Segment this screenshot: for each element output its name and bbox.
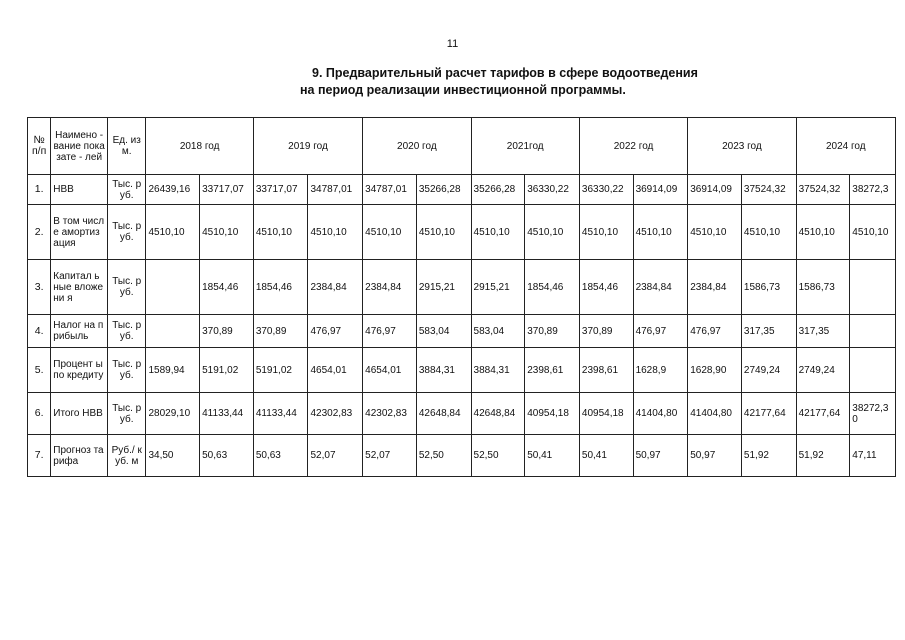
- row-unit: Руб./ куб. м: [107, 435, 145, 477]
- value-cell: 4510,10: [308, 205, 363, 260]
- value-cell: 4510,10: [741, 205, 796, 260]
- value-cell: 370,89: [579, 315, 633, 348]
- value-cell: 33717,07: [200, 175, 254, 205]
- header-year-2022: 2022 год: [579, 118, 687, 175]
- value-cell: 50,97: [688, 435, 742, 477]
- row-number: 3.: [28, 260, 51, 315]
- value-cell: 41404,80: [633, 393, 688, 435]
- value-cell: 50,63: [253, 435, 308, 477]
- value-cell: 50,63: [200, 435, 254, 477]
- value-cell: 3884,31: [471, 348, 525, 393]
- value-cell: 41133,44: [200, 393, 254, 435]
- table-row: [28, 175, 896, 205]
- value-cell: 52,50: [471, 435, 525, 477]
- value-cell: 370,89: [200, 315, 254, 348]
- value-cell: 4510,10: [146, 205, 200, 260]
- value-cell: 2384,84: [633, 260, 688, 315]
- table-row: [28, 260, 896, 315]
- value-cell: 36914,09: [633, 175, 688, 205]
- value-cell: 35266,28: [471, 175, 525, 205]
- value-cell: 2398,61: [579, 348, 633, 393]
- value-cell: [146, 260, 200, 315]
- value-cell: 26439,16: [146, 175, 200, 205]
- value-cell: 42177,64: [741, 393, 796, 435]
- value-cell: 476,97: [363, 315, 417, 348]
- value-cell: 2915,21: [416, 260, 471, 315]
- table-row: [28, 393, 896, 435]
- row-indicator-name: Капитал ьные вложени я: [51, 260, 108, 315]
- value-cell: 42302,83: [363, 393, 417, 435]
- header-year-2024: 2024 год: [796, 118, 895, 175]
- value-cell: 41404,80: [688, 393, 742, 435]
- row-indicator-name: Прогноз тарифа: [51, 435, 108, 477]
- page-number: 11: [446, 38, 459, 50]
- value-cell: [850, 315, 896, 348]
- value-cell: 2384,84: [363, 260, 417, 315]
- value-cell: [146, 315, 200, 348]
- value-cell: 1854,46: [253, 260, 308, 315]
- value-cell: 34787,01: [363, 175, 417, 205]
- header-row: [28, 118, 896, 175]
- value-cell: 4510,10: [200, 205, 254, 260]
- value-cell: 317,35: [796, 315, 850, 348]
- value-cell: 42648,84: [416, 393, 471, 435]
- table-row: [28, 435, 896, 477]
- value-cell: 4510,10: [363, 205, 417, 260]
- value-cell: 50,41: [525, 435, 580, 477]
- value-cell: 37524,32: [741, 175, 796, 205]
- value-cell: 50,97: [633, 435, 688, 477]
- value-cell: 1628,9: [633, 348, 688, 393]
- row-indicator-name: Процент ы по кредиту: [51, 348, 108, 393]
- value-cell: 4510,10: [525, 205, 580, 260]
- value-cell: 1854,46: [200, 260, 254, 315]
- value-cell: 2398,61: [525, 348, 580, 393]
- title-line-2: на период реализации инвестиционной программы.: [300, 83, 626, 97]
- value-cell: 52,07: [363, 435, 417, 477]
- value-cell: 40954,18: [525, 393, 580, 435]
- value-cell: 476,97: [688, 315, 742, 348]
- value-cell: 35266,28: [416, 175, 471, 205]
- row-unit: Тыс. руб.: [107, 205, 145, 260]
- value-cell: 3884,31: [416, 348, 471, 393]
- value-cell: 36914,09: [688, 175, 742, 205]
- value-cell: 4510,10: [253, 205, 308, 260]
- value-cell: 38272,30: [850, 393, 896, 435]
- value-cell: 4510,10: [850, 205, 896, 260]
- value-cell: 51,92: [741, 435, 796, 477]
- value-cell: 52,07: [308, 435, 363, 477]
- value-cell: 4654,01: [363, 348, 417, 393]
- value-cell: 583,04: [471, 315, 525, 348]
- header-year-2019: 2019 год: [253, 118, 362, 175]
- header-num: № п/п: [28, 118, 51, 175]
- row-number: 7.: [28, 435, 51, 477]
- value-cell: 370,89: [525, 315, 580, 348]
- value-cell: 50,41: [579, 435, 633, 477]
- row-unit: Тыс. руб.: [107, 315, 145, 348]
- value-cell: 42302,83: [308, 393, 363, 435]
- header-unit: Ед. изм.: [107, 118, 145, 175]
- value-cell: 33717,07: [253, 175, 308, 205]
- value-cell: 40954,18: [579, 393, 633, 435]
- value-cell: 4510,10: [633, 205, 688, 260]
- value-cell: 36330,22: [579, 175, 633, 205]
- row-indicator-name: Налог на прибыль: [51, 315, 108, 348]
- title-line-1: 9. Предварительный расчет тарифов в сфере водоотведения: [312, 66, 698, 80]
- value-cell: 52,50: [416, 435, 471, 477]
- row-indicator-name: Итого НВВ: [51, 393, 108, 435]
- value-cell: [850, 348, 896, 393]
- value-cell: 2915,21: [471, 260, 525, 315]
- row-number: 6.: [28, 393, 51, 435]
- value-cell: 4510,10: [471, 205, 525, 260]
- value-cell: 51,92: [796, 435, 850, 477]
- value-cell: 1854,46: [579, 260, 633, 315]
- value-cell: 42177,64: [796, 393, 850, 435]
- value-cell: 4510,10: [688, 205, 742, 260]
- value-cell: 5191,02: [200, 348, 254, 393]
- value-cell: 4510,10: [416, 205, 471, 260]
- value-cell: 370,89: [253, 315, 308, 348]
- row-number: 4.: [28, 315, 51, 348]
- row-number: 5.: [28, 348, 51, 393]
- value-cell: 1586,73: [796, 260, 850, 315]
- document-title: [300, 65, 820, 99]
- value-cell: 42648,84: [471, 393, 525, 435]
- value-cell: 1589,94: [146, 348, 200, 393]
- value-cell: 4510,10: [796, 205, 850, 260]
- value-cell: 2384,84: [308, 260, 363, 315]
- value-cell: 476,97: [308, 315, 363, 348]
- value-cell: 583,04: [416, 315, 471, 348]
- table-row: [28, 348, 896, 393]
- value-cell: 34,50: [146, 435, 200, 477]
- header-year-2023: 2023 год: [688, 118, 796, 175]
- value-cell: 28029,10: [146, 393, 200, 435]
- table-row: [28, 205, 896, 260]
- row-unit: Тыс. руб.: [107, 260, 145, 315]
- value-cell: 4510,10: [579, 205, 633, 260]
- header-year-2018: 2018 год: [146, 118, 253, 175]
- value-cell: [850, 260, 896, 315]
- header-name: Наимено - вание показате - лей: [51, 118, 108, 175]
- value-cell: 37524,32: [796, 175, 850, 205]
- header-year-2020: 2020 год: [363, 118, 471, 175]
- value-cell: 38272,3: [850, 175, 896, 205]
- value-cell: 476,97: [633, 315, 688, 348]
- value-cell: 4654,01: [308, 348, 363, 393]
- value-cell: 1854,46: [525, 260, 580, 315]
- row-unit: Тыс. руб.: [107, 393, 145, 435]
- row-indicator-name: В том числе амортиз ация: [51, 205, 108, 260]
- row-indicator-name: НВВ: [51, 175, 108, 205]
- value-cell: 317,35: [741, 315, 796, 348]
- row-unit: Тыс. руб.: [107, 348, 145, 393]
- value-cell: 36330,22: [525, 175, 580, 205]
- value-cell: 5191,02: [253, 348, 308, 393]
- row-number: 1.: [28, 175, 51, 205]
- value-cell: 1628,90: [688, 348, 742, 393]
- table-row: [28, 315, 896, 348]
- value-cell: 47,11: [850, 435, 896, 477]
- value-cell: 34787,01: [308, 175, 363, 205]
- header-year-2021: 2021год: [471, 118, 579, 175]
- value-cell: 1586,73: [741, 260, 796, 315]
- row-unit: Тыс. руб.: [107, 175, 145, 205]
- value-cell: 2749,24: [741, 348, 796, 393]
- value-cell: 2749,24: [796, 348, 850, 393]
- value-cell: 2384,84: [688, 260, 742, 315]
- row-number: 2.: [28, 205, 51, 260]
- tariff-table: [27, 117, 896, 477]
- value-cell: 41133,44: [253, 393, 308, 435]
